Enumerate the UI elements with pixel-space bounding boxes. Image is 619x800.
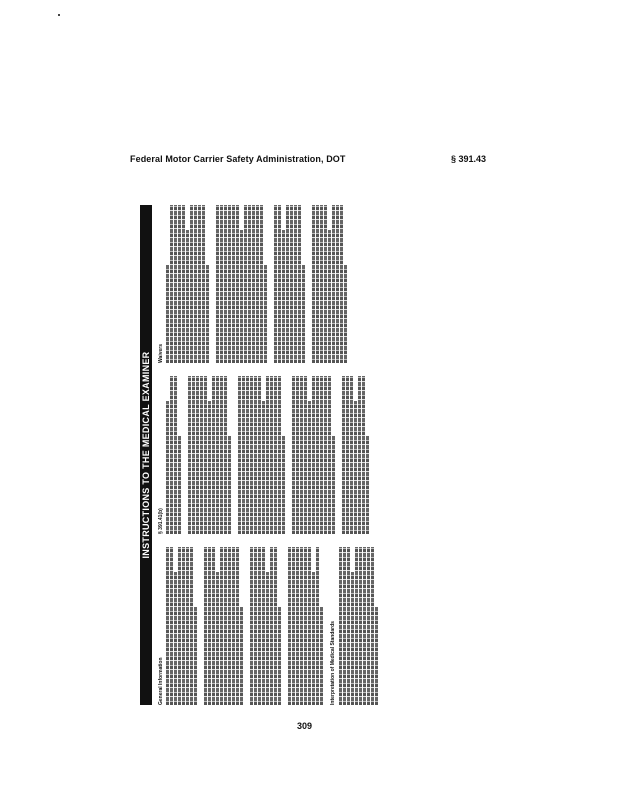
section-heading: General Information [158, 657, 164, 705]
paragraph-lines [166, 205, 347, 363]
text-column-2 [158, 376, 369, 534]
header-agency: Federal Motor Carrier Safety Administration, DOT [130, 154, 346, 164]
paragraph-lines [166, 547, 378, 705]
instructions-banner: INSTRUCTIONS TO THE MEDICAL EXAMINER [140, 205, 152, 705]
header-section: § 391.43 [450, 154, 486, 164]
section-heading: § 391.41(b) [158, 508, 164, 534]
running-header [130, 154, 486, 170]
page-number: 309 [297, 721, 313, 731]
section-heading: Waivers [158, 344, 164, 363]
paragraph-lines [166, 376, 369, 534]
scan-speck [58, 14, 60, 16]
text-column-1 [158, 547, 378, 705]
rotated-page-content [140, 205, 490, 705]
text-column-3 [158, 205, 347, 363]
rotated-page-region [140, 205, 490, 705]
section-heading-2: Interpretation of Medical Standards [330, 621, 336, 705]
